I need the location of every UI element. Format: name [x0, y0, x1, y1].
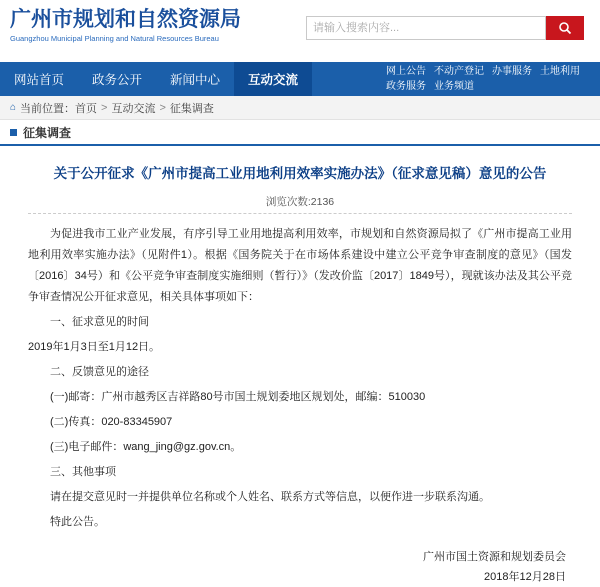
breadcrumb-separator-2: >	[159, 101, 166, 114]
article-paragraph: (三)电子邮件：wang_jing@gz.gov.cn。	[50, 441, 242, 453]
search-area	[306, 16, 584, 40]
quick-link-land-use[interactable]: 土地利用	[540, 66, 580, 77]
breadcrumb-prefix: 当前位置：	[20, 102, 76, 115]
signature-org: 广州市国土资源和规划委员会	[423, 551, 566, 563]
quick-link-announcements[interactable]: 网上公告	[386, 66, 426, 77]
search-button[interactable]	[546, 16, 584, 40]
quick-link-services[interactable]: 办事服务	[492, 66, 532, 77]
article-paragraph: 2019年1月3日至1月12日。	[28, 341, 161, 353]
article-signature	[28, 547, 572, 587]
breadcrumb-item-interaction[interactable]: 互动交流	[111, 102, 156, 115]
quick-links-row-1	[386, 64, 588, 79]
nav-item-gov-open[interactable]: 政务公开	[92, 73, 143, 87]
article-paragraph: 为促进我市工业产业发展，有序引导工业用地提高利用效率，市规划和自然资源局拟了《广州市提高工业用地利用效率实施办法》（见附件1）。根据《国务院关于在市场体系建设中建立公平竞争审查制度的意见》（国发〔2016〕34号）和《公平竞争审查制度实施细则（暂行）》（发改价监〔2017〕1849号），现就该办法及其公平竞争审查情况公开征求意见，相关具体事项如下：	[28, 228, 572, 303]
article-container	[0, 146, 600, 587]
article-paragraph: 特此公告。	[50, 516, 105, 528]
article-paragraph: (二)传真：020-83345907	[50, 416, 173, 428]
article-paragraph: 请在提交意见时一并提供单位名称或个人姓名、联系方式等信息，以便作进一步联系沟通。	[50, 491, 490, 503]
nav-item-interaction[interactable]: 互动交流	[234, 62, 312, 96]
breadcrumb-separator-1: >	[101, 101, 108, 114]
breadcrumb	[0, 96, 600, 120]
article-paragraph: (一)邮寄：广州市越秀区吉祥路80号市国土规划委地区规划处，邮编：510030	[50, 391, 426, 403]
site-header	[0, 0, 600, 62]
breadcrumb-item-home[interactable]: 首页	[75, 102, 98, 115]
nav-quick-links	[386, 62, 600, 96]
nav-item-news[interactable]: 新闻中心	[170, 73, 221, 87]
site-brand[interactable]	[10, 6, 300, 43]
section-bullet-icon	[10, 129, 17, 136]
breadcrumb-item-survey[interactable]: 征集调查	[169, 102, 214, 115]
title-divider	[28, 213, 572, 214]
brand-title-en: Guangzhou Municipal Planning and Natural Resources Bureau	[10, 34, 219, 43]
article-paragraph: 三、其他事项	[50, 466, 116, 478]
nav-item-home[interactable]: 网站首页	[14, 73, 65, 87]
nav-items	[0, 62, 312, 96]
quick-link-business-channel[interactable]: 业务频道	[434, 81, 474, 92]
page-title: 关于公开征求《广州市提高工业用地利用效率实施办法》（征求意见稿）意见的公告	[53, 166, 547, 181]
signature-date: 2018年12月28日	[484, 571, 566, 583]
nav-quick-links-rows	[386, 62, 596, 96]
view-count: 浏览次数:2136	[265, 196, 335, 208]
quick-link-property-registration[interactable]: 不动产登记	[434, 66, 484, 77]
quick-link-gov-service[interactable]: 政务服务	[386, 81, 426, 92]
search-icon	[558, 21, 572, 35]
section-title-label: 征集调查	[23, 125, 72, 140]
home-icon: ⌂	[10, 102, 17, 113]
article-paragraph: 二、反馈意见的途径	[50, 366, 149, 378]
brand-title-cn: 广州市规划和自然资源局	[10, 7, 241, 31]
article-body	[28, 224, 572, 533]
quick-links-row-2	[386, 79, 588, 94]
section-title	[0, 120, 600, 146]
article-paragraph: 一、征求意见的时间	[50, 316, 149, 328]
search-input[interactable]	[306, 16, 546, 40]
main-navigation	[0, 62, 600, 96]
